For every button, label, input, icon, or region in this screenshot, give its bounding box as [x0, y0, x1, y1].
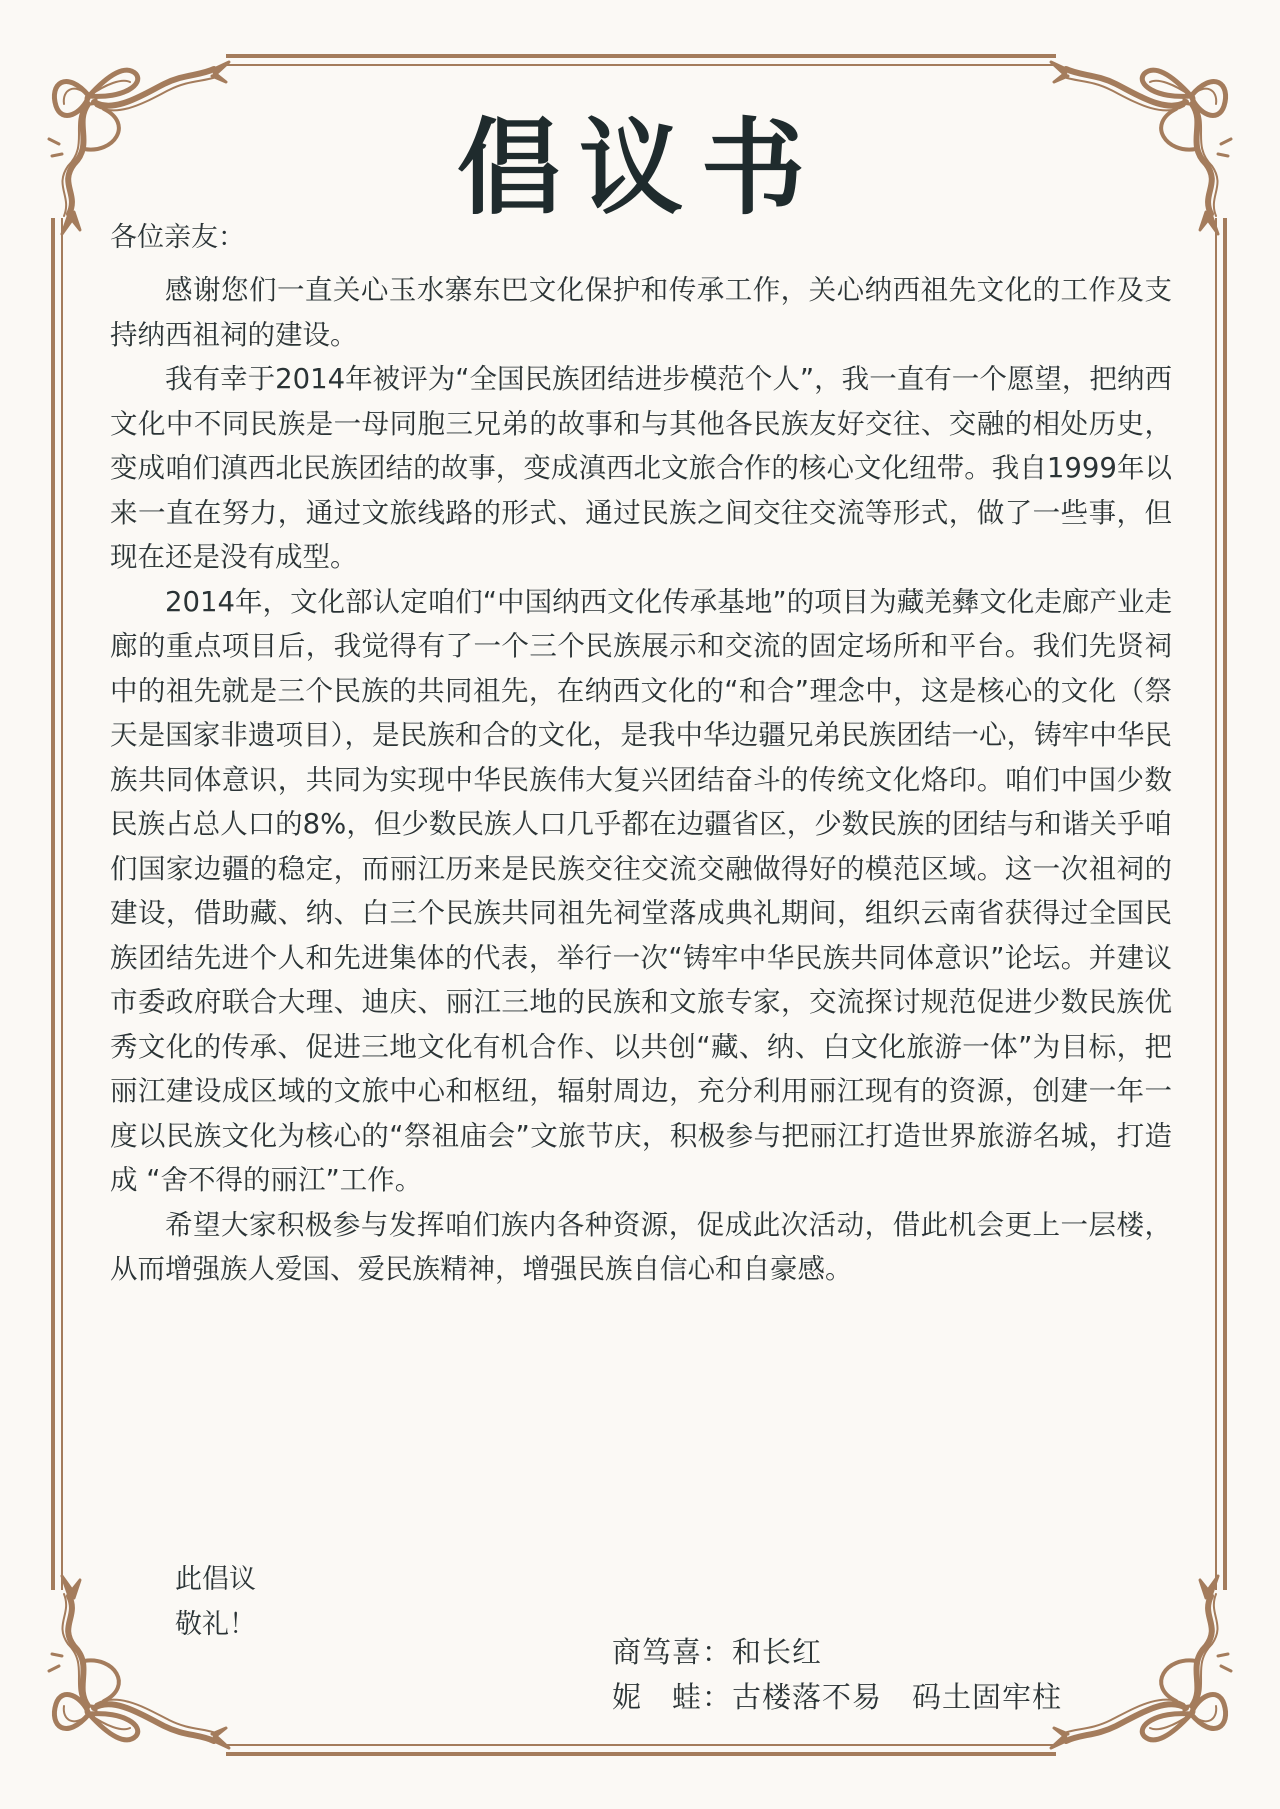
- paragraph-thanks: 感谢您们一直关心玉水寨东巴文化保护和传承工作，关心纳西祖先文化的工作及支持纳西祖祠的建设。: [110, 274, 1172, 351]
- salutation: 各位亲友：: [110, 222, 245, 253]
- border-top-thick: [226, 54, 1056, 58]
- border-right-thin: [1215, 218, 1217, 1590]
- paragraph-wish: 我有幸于2014年被评为“全国民族团结进步模范个人”，我一直有一个愿望，把纳西文化中不同民族是一母同胞三兄弟的故事和与其他各民族友好交往、交融的相处历史，变成咱们滇西北民族团结的故事，变成滇西北文旅合作的核心文化纽带。我自1999年以来一直在努力，通过文旅线路的形式、通过民族之间交往交流等形式，做了一些事，但现在还是没有成型。: [110, 363, 1172, 573]
- paragraph-appeal: 希望大家积极参与发挥咱们族内各种资源，促成此次活动，借此机会更上一层楼，从而增强族人爱国、爱民族精神，增强民族自信心和自豪感。: [110, 1208, 1172, 1285]
- signature-line-2: 妮 蛙：古楼落不易 码土固牢柱: [612, 1680, 1063, 1714]
- ribbon-bow-corner-icon: [1036, 1566, 1236, 1766]
- border-left-thin: [61, 218, 63, 1590]
- closing-salute: 敬礼！: [175, 1609, 256, 1640]
- closing-proposal: 此倡议: [175, 1564, 256, 1595]
- border-bottom-thick: [226, 1752, 1056, 1756]
- border-top-thin: [226, 64, 1056, 66]
- letter-body: [110, 268, 1172, 1292]
- border-left-thick: [51, 218, 55, 1590]
- document-title: 倡议书: [456, 107, 823, 229]
- signature-line-1: 商笃喜：和长红: [612, 1635, 823, 1669]
- border-bottom-thin: [226, 1744, 1056, 1746]
- paragraph-proposal: 2014年，文化部认定咱们“中国纳西文化传承基地”的项目为藏羌彝文化走廊产业走廊的重点项目后，我觉得有了一个三个民族展示和交流的固定场所和平台。我们先贤祠中的祖先就是三个民族的共同祖先，在纳西文化的“和合”理念中，这是核心的文化（祭天是国家非遗项目），是民族和合的文化，是我中华边疆兄弟民族团结一心，铸牢中华民族共同体意识，共同为实现中华民族伟大复兴团结奋斗的传统文化烙印。咱们中国少数民族占总人口的8%，但少数民族人口几乎都在边疆省区，少数民族的团结与和谐关乎咱们国家边疆的稳定，而丽江历来是民族交往交流交融做得好的模范区域。这一次祖祠的建设，借助藏、纳、白三个民族共同祖先祠堂落成典礼期间，组织云南省获得过全国民族团结先进个人和先进集体的代表，举行一次“铸牢中华民族共同体意识”论坛。并建议市委政府联合大理、迪庆、丽江三地的民族和文旅专家，交流探讨规范促进少数民族优秀文化的传承、促进三地文化有机合作、以共创“藏、纳、白文化旅游一体”为目标，把丽江建设成区域的文旅中心和枢纽，辐射周边，充分利用丽江现有的资源，创建一年一度以民族文化为核心的“祭祖庙会”文旅节庆，积极参与把丽江打造世界旅游名城，打造成 “舍不得的丽江”工作。: [110, 585, 1172, 1196]
- border-right-thick: [1223, 218, 1227, 1590]
